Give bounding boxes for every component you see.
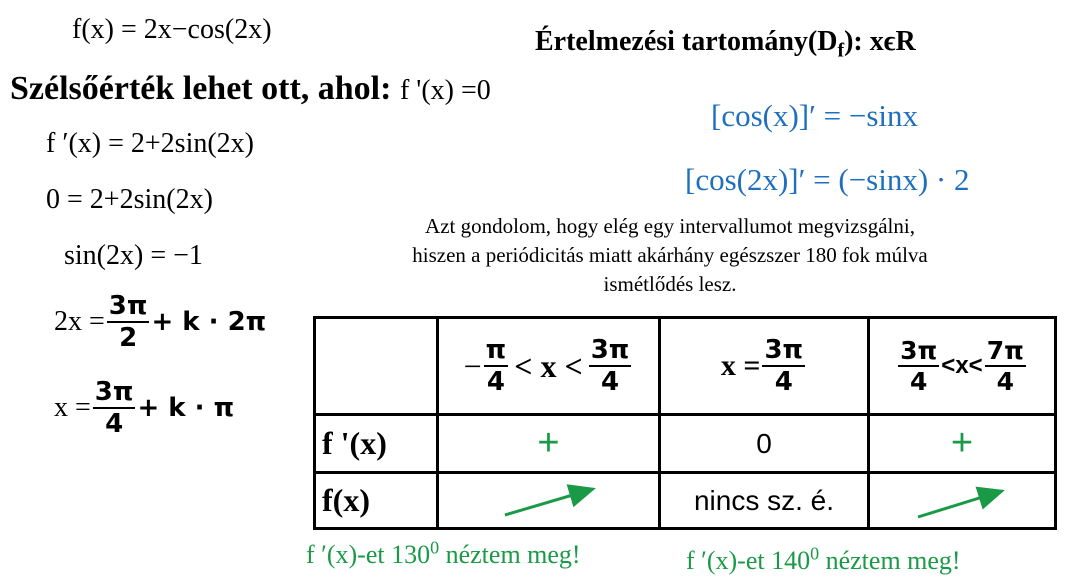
point-x: x = — [720, 349, 761, 382]
sign-table — [313, 316, 1057, 530]
fprime-value-3: + — [869, 415, 1056, 473]
table-row — [315, 473, 1056, 529]
row-label-f: f(x) — [315, 473, 438, 529]
step-sin: sin(2x) = −1 — [64, 240, 203, 271]
table-header-row — [315, 318, 1056, 415]
interval-2-num-b: 7π — [986, 336, 1024, 365]
x-numerator: 3π — [94, 377, 134, 407]
check-left-sup: 0 — [430, 537, 440, 558]
rule-cos2x: [cos(2x)]′ = (−sinx) · 2 — [685, 162, 970, 197]
interval-2-num-a: 3π — [900, 336, 938, 365]
table-corner-cell — [315, 318, 438, 415]
two-x-prefix: 2x = — [54, 306, 105, 337]
x-denominator: 4 — [105, 409, 124, 439]
function-definition: f(x) = 2x−cos(2x) — [72, 14, 272, 45]
step-derivative: f ′(x) = 2+2sin(2x) — [46, 128, 255, 159]
f-value-1 — [438, 473, 660, 529]
interval-1-num-b: 3π — [590, 335, 630, 365]
step-zero: 0 = 2+2sin(2x) — [46, 184, 213, 215]
interval-2-den-b: 4 — [996, 367, 1014, 396]
interval-2-den-a: 4 — [910, 367, 928, 396]
increasing-arrow-icon — [902, 479, 1022, 523]
domain-rest: ): xϵR — [844, 26, 916, 57]
step-two-x — [54, 286, 266, 358]
check-left — [306, 537, 581, 570]
point-num: 3π — [764, 335, 804, 365]
interval-2-mid: <x< — [941, 352, 983, 379]
increasing-arrow-icon — [489, 479, 609, 523]
x-fraction — [93, 379, 136, 437]
extremum-label: Szélsőérték lehet ott, ahol: — [10, 70, 392, 107]
point-den: 4 — [774, 367, 793, 397]
interval-1-mid: < x < — [514, 347, 583, 384]
point-fraction — [762, 337, 805, 395]
f-value-2: nincs sz. é. — [660, 473, 869, 529]
fprime-value-1: + — [438, 415, 660, 473]
interval-1-frac-b — [589, 337, 632, 395]
extremum-condition: f '(x) =0 — [399, 75, 491, 106]
two-x-denominator: 2 — [119, 323, 138, 353]
interval-1-header — [438, 318, 660, 415]
interval-2-frac-b — [985, 338, 1026, 394]
rule-cos: [cos(x)]′ = −sinx — [711, 98, 919, 133]
check-right-rest: néztem meg! — [819, 546, 961, 575]
interval-2-frac-a — [898, 338, 939, 394]
interval-1-minus: − — [463, 347, 482, 384]
check-left-rest: néztem meg! — [439, 540, 581, 569]
check-right-sup: 0 — [810, 543, 820, 564]
interval-1-den-a: 4 — [486, 367, 505, 397]
domain-label: Értelmezési tartomány(D — [535, 26, 838, 57]
fprime-value-2: 0 — [660, 415, 869, 473]
two-x-numerator: 3π — [108, 291, 148, 321]
point-header — [660, 318, 869, 415]
interval-1-den-b: 4 — [600, 367, 620, 397]
row-label-fprime: f '(x) — [315, 415, 438, 473]
x-suffix: + k · π — [137, 393, 235, 423]
domain-sub: f — [837, 39, 845, 62]
step-x — [54, 372, 234, 444]
x-prefix: x = — [54, 392, 91, 423]
note-line-2: hiszen a periódicitás miatt akárhány egészszer 180 fok múlva — [412, 243, 928, 267]
interval-2-header — [869, 318, 1056, 415]
two-x-suffix: + k · 2π — [151, 307, 267, 337]
table-row — [315, 415, 1056, 473]
extremum-heading — [10, 70, 491, 108]
domain-statement — [535, 26, 916, 62]
two-x-fraction — [107, 293, 150, 351]
check-left-text: f ′(x)-et 130 — [306, 540, 431, 569]
interval-1-num-a: π — [485, 335, 507, 365]
note-line-3: ismétlődés lesz. — [603, 272, 737, 296]
check-right — [686, 543, 961, 576]
f-value-3 — [869, 473, 1056, 529]
interval-1-frac-a — [484, 337, 509, 395]
note-line-1: Azt gondolom, hogy elég egy intervallumot megvizsgálni, — [425, 214, 915, 238]
note-text — [330, 212, 1010, 299]
check-right-text: f ′(x)-et 140 — [686, 546, 811, 575]
